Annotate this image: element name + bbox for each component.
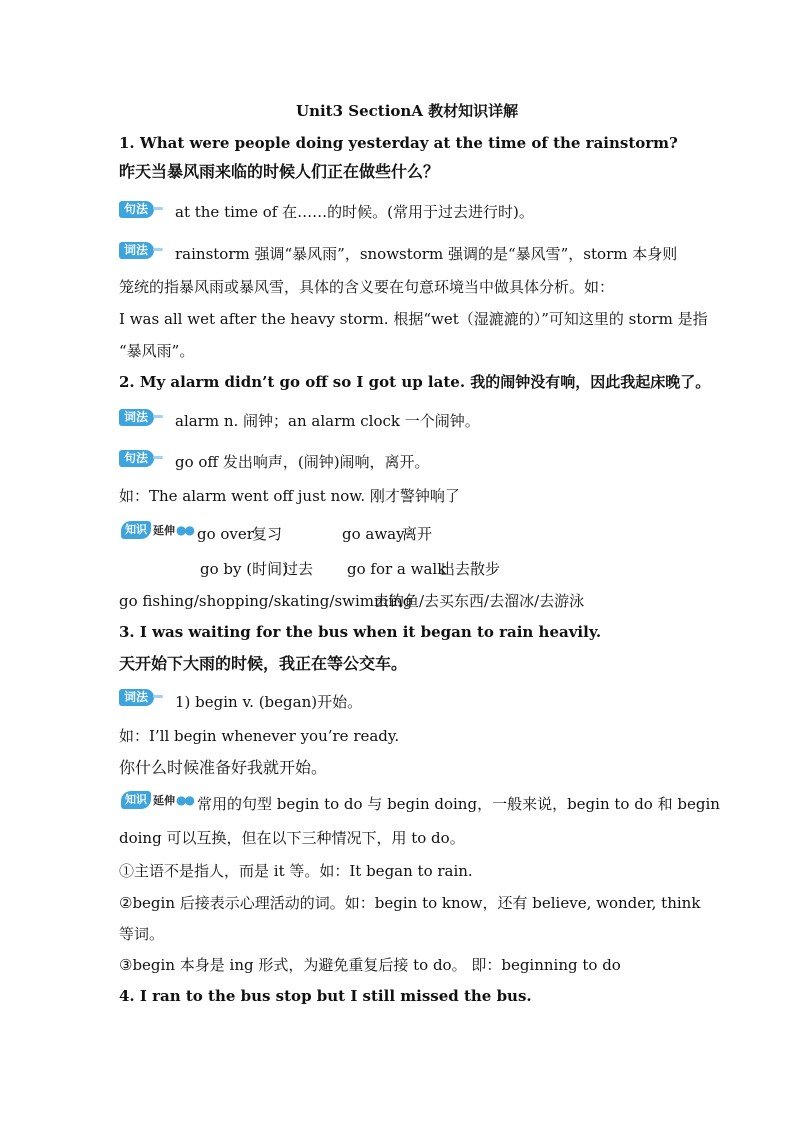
- question-4: 4. I ran to the bus stop but I still missed the bus.: [119, 987, 532, 1005]
- ext-3-line-1: 常用的句型 begin to do 与 begin doing，一般来说，begin to do 和 begin: [197, 795, 720, 813]
- cifa-tag-3: 词法: [119, 689, 154, 706]
- cifa-3-text: 1) begin v. (began)开始。: [175, 693, 363, 711]
- extension-badge-right: 延伸: [153, 524, 175, 537]
- cifa-tag-2: 词法: [119, 409, 154, 426]
- question-3-en: 3. I was waiting for the bus when it began to rain heavily.: [119, 623, 602, 641]
- ext-item-3-en: go by (时间): [200, 560, 288, 578]
- rule-1: ①主语不是指人，而是 it 等。如：It began to rain.: [119, 862, 473, 880]
- ext-item-4-en: go for a walk: [347, 560, 447, 578]
- page-title: Unit3 SectionA 教材知识详解: [296, 102, 519, 120]
- ext-item-1-cn: 复习: [252, 525, 283, 543]
- ext-item-3-cn: 过去: [283, 560, 314, 578]
- cifa-1-line-1: rainstorm 强调“暴风雨”，snowstorm 强调的是“暴风雪”，storm 本身则: [175, 245, 678, 263]
- cifa-tag-1: 词法: [119, 242, 154, 259]
- example-3-line-1: 如：I’ll begin whenever you’re ready.: [119, 727, 400, 745]
- rule-2-line-1: ②begin 后接表示心理活动的词。如：begin to know，还有 believe, wonder, think: [119, 894, 701, 912]
- extension-badge-2: [121, 790, 193, 810]
- jufa-tag-1: 句法: [119, 201, 154, 218]
- jufa-2-text: go off 发出响声，(闹钟)闹响，离开。: [175, 453, 430, 471]
- ext-item-4-cn: 出去散步: [440, 560, 501, 578]
- question-1-en: 1. What were people doing yesterday at the time of the rainstorm?: [119, 134, 678, 152]
- question-3-cn: 天开始下大雨的时候，我正在等公交车。: [119, 654, 408, 673]
- rule-3: ③begin 本身是 ing 形式，为避免重复后接 to do。 即：beginning to do: [119, 956, 621, 974]
- jufa-1-text: at the time of 在……的时候。(常用于过去进行时)。: [175, 203, 534, 221]
- dots-icon: ●●: [176, 793, 193, 807]
- ext-3-line-2: doing 可以互换，但在以下三种情况下，用 to do。: [119, 829, 465, 847]
- extension-badge-left: 知识: [121, 521, 151, 539]
- cifa-1-line-2: 笼统的指暴风雨或暴风雪，具体的含义要在句意环境当中做具体分析。如：: [119, 278, 615, 296]
- jufa-tag-2: 句法: [119, 450, 154, 467]
- example-1-line-1: I was all wet after the heavy storm. 根据“wet（湿漉漉的）”可知这里的 storm 是指: [119, 310, 708, 328]
- extension-badge-left: 知识: [121, 791, 151, 809]
- ext-line-3-en: go fishing/shopping/skating/swimming: [119, 592, 413, 610]
- question-2: 2. My alarm didn’t go off so I got up late. 我的闹钟没有响，因此我起床晚了。: [119, 373, 711, 391]
- extension-badge-1: [121, 520, 193, 540]
- example-2: 如：The alarm went off just now. 刚才警钟响了: [119, 487, 460, 505]
- question-1-cn: 昨天当暴风雨来临的时候人们正在做些什么？: [119, 162, 440, 181]
- dots-icon: ●●: [176, 523, 193, 537]
- cifa-2-text: alarm n. 闹钟；an alarm clock 一个闹钟。: [175, 412, 480, 430]
- rule-2-line-2: 等词。: [119, 925, 165, 943]
- ext-item-2-en: go away: [342, 525, 405, 543]
- ext-line-3-cn: 去钓鱼/去买东西/去溜冰/去游泳: [374, 592, 585, 610]
- extension-badge-right: 延伸: [153, 794, 175, 807]
- ext-item-1-en: go over: [197, 525, 254, 543]
- example-1-line-2: “暴风雨”。: [119, 342, 195, 360]
- example-3-line-2: 你什么时候准备好我就开始。: [119, 758, 328, 777]
- ext-item-2-cn: 离开: [402, 525, 433, 543]
